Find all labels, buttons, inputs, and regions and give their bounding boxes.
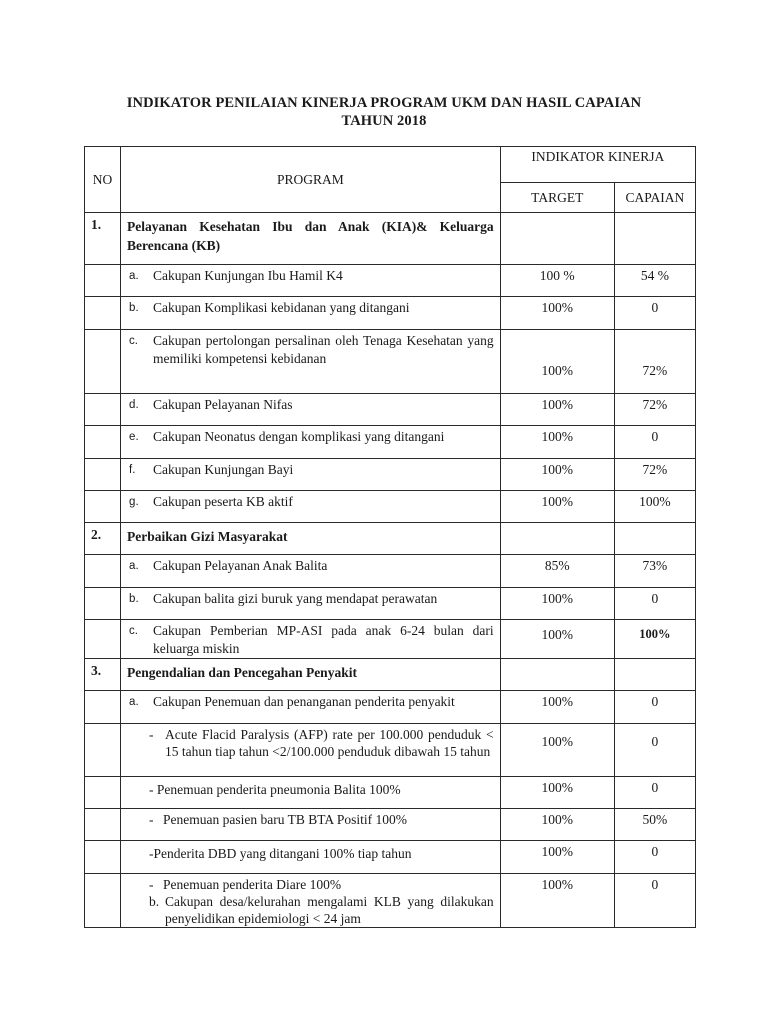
item-label: a. <box>129 696 139 708</box>
item-text: Penemuan penderita Diare 100% <box>163 877 342 892</box>
table-row <box>85 588 696 620</box>
section-title: Perbaikan Gizi Masyarakat <box>121 523 501 555</box>
header-capaian: CAPAIAN <box>614 183 695 213</box>
item-dash: - <box>149 727 154 742</box>
table-row <box>85 297 696 330</box>
item-text: Cakupan pertolongan persalinan oleh Tenaga Kesehatan yang memiliki kompetensi kebidanan <box>153 333 494 366</box>
capaian-value: 72% <box>614 459 695 491</box>
item-text: Cakupan Kunjungan Bayi <box>153 462 294 477</box>
capaian-value: 0 <box>614 777 695 809</box>
item-text: Cakupan Kunjungan Ibu Hamil K4 <box>153 268 343 283</box>
target-value: 100% <box>500 491 614 523</box>
section-title: Pelayanan Kesehatan Ibu dan Anak (KIA)& Keluarga Berencana (KB) <box>121 213 501 265</box>
item-label: c. <box>129 625 138 637</box>
section-number: 1. <box>85 213 121 265</box>
table-row <box>85 330 696 394</box>
capaian-value: 0 <box>614 426 695 459</box>
table-row <box>85 459 696 491</box>
item-text: Cakupan Penemuan dan penanganan penderita penyakit <box>153 694 455 709</box>
section-row <box>85 213 696 265</box>
item-text: Acute Flacid Paralysis (AFP) rate per 100.000 penduduk < 15 tahun tiap tahun <2/100.000 penduduk dibawah 15 tahun <box>165 727 494 759</box>
table-row <box>85 265 696 297</box>
capaian-value: 73% <box>614 555 695 588</box>
item-label: a. <box>129 560 139 572</box>
item-text: Cakupan balita gizi buruk yang mendapat perawatan <box>153 591 438 606</box>
section-row <box>85 523 696 555</box>
capaian-value: 100% <box>614 620 695 659</box>
target-value: 100% <box>500 620 614 659</box>
table-row <box>85 809 696 841</box>
table-row <box>85 691 696 724</box>
item-dash: - <box>149 877 154 892</box>
indicator-table <box>84 146 696 928</box>
item-label: e. <box>129 431 139 443</box>
target-value: 100% <box>500 724 614 777</box>
target-value: 100% <box>500 874 614 928</box>
item-label: c. <box>129 335 138 347</box>
target-value: 100% <box>500 297 614 330</box>
capaian-value: 0 <box>614 874 695 928</box>
target-value: 100% <box>500 841 614 874</box>
document-year: TAHUN 2018 <box>341 113 427 129</box>
target-value: 85% <box>500 555 614 588</box>
table-row <box>85 426 696 459</box>
target-value: 100% <box>500 777 614 809</box>
section-number: 3. <box>85 659 121 691</box>
item-text: - Penemuan penderita pneumonia Balita 100% <box>121 777 501 809</box>
table-row <box>85 491 696 523</box>
item-text: Cakupan Komplikasi kebidanan yang ditangani <box>153 300 410 315</box>
capaian-value: 100% <box>614 491 695 523</box>
target-value: 100% <box>500 330 614 394</box>
capaian-value: 0 <box>614 724 695 777</box>
item-text: Penemuan pasien baru TB BTA Positif 100% <box>163 812 407 827</box>
header-target: TARGET <box>500 183 614 213</box>
section-row <box>85 659 696 691</box>
item-label: f. <box>129 464 136 476</box>
capaian-value: 72% <box>614 330 695 394</box>
target-value: 100% <box>500 809 614 841</box>
table-row <box>85 394 696 426</box>
item-label: b. <box>129 593 139 605</box>
header-indikator: INDIKATOR KINERJA <box>500 147 695 183</box>
item-text: -Penderita DBD yang ditangani 100% tiap tahun <box>121 841 501 874</box>
header-no: NO <box>85 147 121 213</box>
table-row <box>85 724 696 777</box>
target-value: 100 % <box>500 265 614 297</box>
item-label: a. <box>129 270 139 282</box>
item-text: Cakupan Neonatus dengan komplikasi yang ditangani <box>153 429 445 444</box>
target-value: 100% <box>500 394 614 426</box>
target-value: 100% <box>500 459 614 491</box>
document-title: INDIKATOR PENILAIAN KINERJA PROGRAM UKM DAN HASIL CAPAIAN <box>126 95 642 111</box>
table-row <box>85 777 696 809</box>
capaian-value: 0 <box>614 841 695 874</box>
capaian-value: 54 % <box>614 265 695 297</box>
capaian-value: 0 <box>614 297 695 330</box>
table-row <box>85 841 696 874</box>
target-value: 100% <box>500 691 614 724</box>
capaian-value: 72% <box>614 394 695 426</box>
section-title: Pengendalian dan Pencegahan Penyakit <box>121 659 501 691</box>
capaian-value: 0 <box>614 588 695 620</box>
header-program: PROGRAM <box>121 147 501 213</box>
item-dash: - <box>149 812 154 827</box>
item-text: Cakupan Pelayanan Nifas <box>153 397 293 412</box>
item-subtext: Cakupan desa/kelurahan mengalami KLB yang dilakukan penyelidikan epidemiologi < 24 jam <box>165 894 494 926</box>
capaian-value: 0 <box>614 691 695 724</box>
target-value: 100% <box>500 426 614 459</box>
capaian-value: 50% <box>614 809 695 841</box>
table-row <box>85 555 696 588</box>
item-label: g. <box>129 496 139 508</box>
item-label: d. <box>129 399 139 411</box>
item-text: Cakupan Pelayanan Anak Balita <box>153 558 328 573</box>
item-label: b. <box>129 302 139 314</box>
item-label: b. <box>149 894 160 909</box>
target-value: 100% <box>500 588 614 620</box>
section-number: 2. <box>85 523 121 555</box>
item-text: Cakupan peserta KB aktif <box>153 494 293 509</box>
table-row <box>85 874 696 928</box>
table-row <box>85 620 696 659</box>
item-text: Cakupan Pemberian MP-ASI pada anak 6-24 bulan dari keluarga miskin <box>153 623 494 656</box>
